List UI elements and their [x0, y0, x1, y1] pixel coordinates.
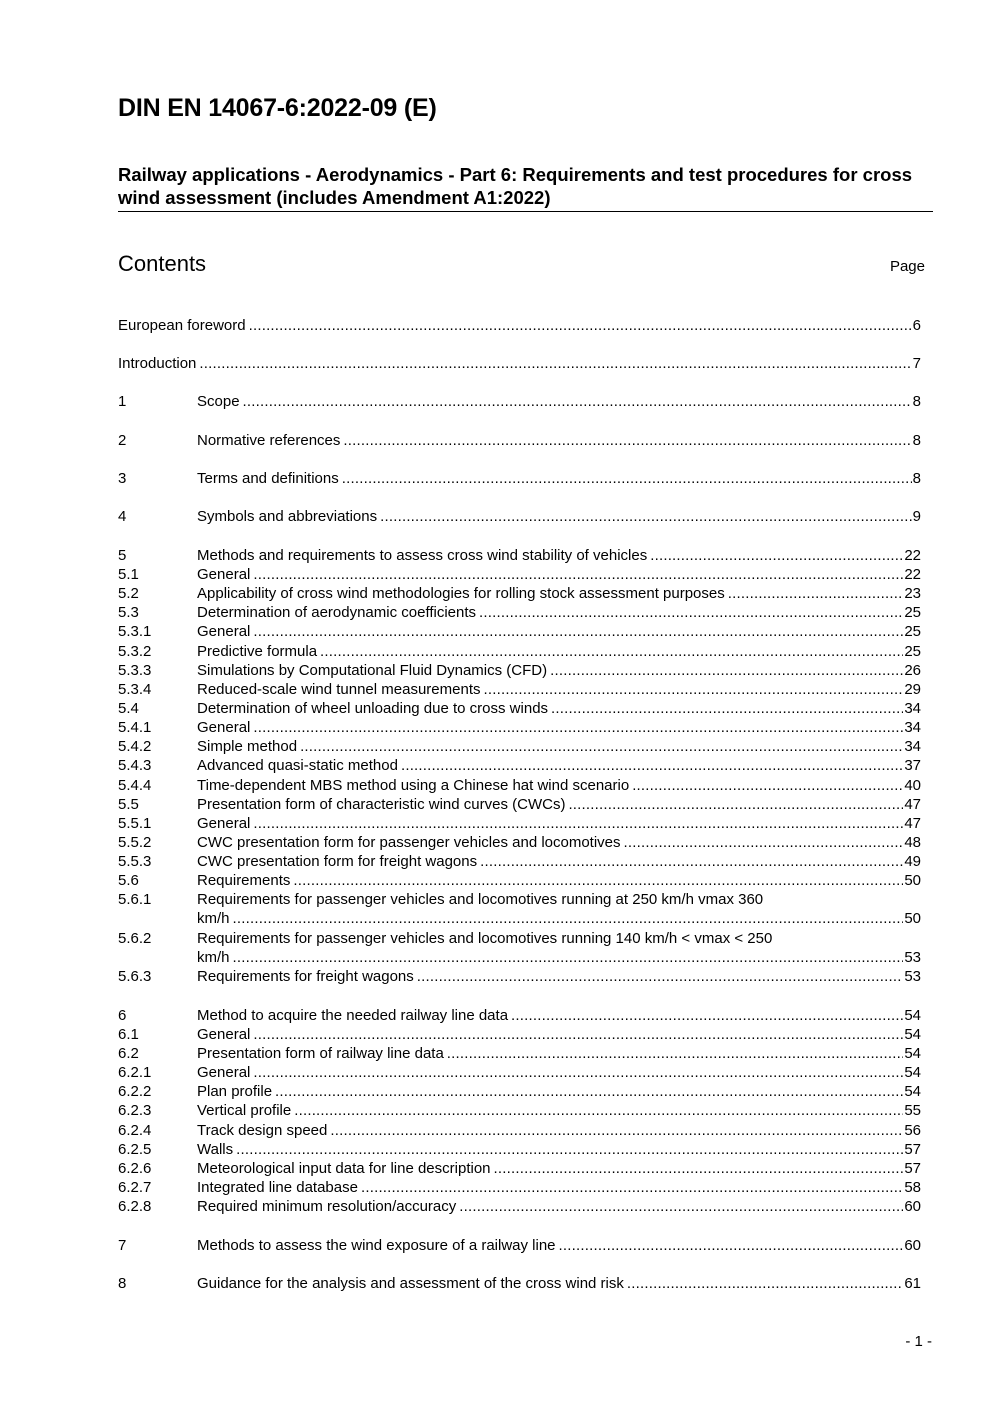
- toc-entry-title: Introduction: [118, 355, 197, 372]
- toc-entry-title: Simulations by Computational Fluid Dynamics (CFD): [197, 662, 548, 679]
- toc-entry-number: 5.3.2: [118, 643, 152, 660]
- page-column-label: Page: [889, 258, 925, 275]
- toc-entry[interactable]: [118, 967, 921, 986]
- toc-entry[interactable]: [118, 1236, 921, 1255]
- toc-entry-number: 5.4.4: [118, 777, 152, 794]
- toc-entry[interactable]: [118, 890, 921, 928]
- toc-entry-title: Presentation form of characteristic wind curves (CWCs): [197, 796, 566, 813]
- toc-entry-title: Guidance for the analysis and assessment of the cross wind risk: [197, 1275, 624, 1292]
- toc-entry[interactable]: [118, 699, 921, 718]
- toc-leader-dots: [447, 1044, 904, 1063]
- toc-entry-page: 49: [904, 853, 921, 870]
- toc-entry-title: CWC presentation form for passenger vehicles and locomotives: [197, 834, 621, 851]
- toc-entry-number: 6.2.7: [118, 1179, 152, 1196]
- toc-leader-dots: [511, 1006, 903, 1025]
- toc-entry-title: Vertical profile: [197, 1102, 292, 1119]
- toc-entry-title: Normative references: [197, 432, 341, 449]
- toc-entry-title: Meteorological input data for line description: [197, 1160, 491, 1177]
- toc-entry-page: 9: [912, 508, 921, 525]
- toc-entry-title: Methods to assess the wind exposure of a railway line: [197, 1237, 556, 1254]
- toc-entry[interactable]: [118, 1063, 921, 1082]
- toc-entry[interactable]: [118, 737, 921, 756]
- toc-leader-dots: [199, 354, 911, 373]
- toc-entry-number: 6.2.8: [118, 1198, 152, 1215]
- toc-entry-number: 6.2: [118, 1045, 139, 1062]
- toc-entry-number: 6: [118, 1007, 127, 1024]
- toc-entry-title: Determination of aerodynamic coefficients: [197, 604, 477, 621]
- toc-entry-page: 47: [904, 796, 921, 813]
- toc-entry-number: 5.5.1: [118, 815, 152, 832]
- toc-entry-number: 5.5: [118, 796, 139, 813]
- toc-entry[interactable]: [118, 1178, 921, 1197]
- toc-entry-number: 5.4.3: [118, 757, 152, 774]
- toc-entry-number: 6.2.2: [118, 1083, 152, 1100]
- toc-entry-number: 5.6.3: [118, 968, 152, 985]
- toc-entry-page: 57: [904, 1141, 921, 1158]
- toc-entry-page: 8: [912, 432, 921, 449]
- toc-entry-page: 25: [904, 604, 921, 621]
- toc-entry[interactable]: [118, 756, 921, 775]
- toc-entry[interactable]: [118, 1197, 921, 1216]
- toc-entry[interactable]: [118, 1044, 921, 1063]
- toc-entry-title: Walls: [197, 1141, 234, 1158]
- toc-entry-page: 53: [904, 968, 921, 985]
- toc-entry-page: 37: [904, 757, 921, 774]
- toc-entry-page: 34: [904, 700, 921, 717]
- toc-entry[interactable]: [118, 1025, 921, 1044]
- toc-entry-page: 8: [912, 470, 921, 487]
- toc-entry[interactable]: [118, 929, 921, 967]
- toc-entry[interactable]: [118, 680, 921, 699]
- toc-entry-page: 50: [904, 910, 921, 927]
- toc-entry-page: 8: [912, 393, 921, 410]
- toc-leader-dots: [253, 565, 903, 584]
- toc-entry[interactable]: [118, 1274, 921, 1293]
- toc-entry[interactable]: [118, 776, 921, 795]
- toc-entry-number: 5.4: [118, 700, 139, 717]
- toc-entry-title: km/h: [197, 949, 230, 966]
- toc-entry-page: 54: [904, 1026, 921, 1043]
- toc-leader-dots: [401, 756, 903, 775]
- toc-entry-page: 40: [904, 777, 921, 794]
- contents-heading: Contents: [118, 251, 207, 276]
- toc-entry-title: Requirements for freight wagons: [197, 968, 414, 985]
- toc-entry[interactable]: [118, 1121, 921, 1140]
- toc-entry[interactable]: [118, 1101, 921, 1120]
- toc-entry-page: 56: [904, 1122, 921, 1139]
- toc-entry-number: 5.5.2: [118, 834, 152, 851]
- toc-leader-dots: [551, 699, 903, 718]
- toc-entry-number: 3: [118, 470, 127, 487]
- toc-leader-dots: [417, 967, 904, 986]
- toc-entry-title-line1: Requirements for passenger vehicles and locomotives running at 250 km/h vmax 360: [197, 891, 764, 908]
- toc-leader-dots: [480, 852, 903, 871]
- toc-entry-title: km/h: [197, 910, 230, 927]
- toc-entry-title: Presentation form of railway line data: [197, 1045, 444, 1062]
- toc-entry-number: 7: [118, 1237, 127, 1254]
- toc-leader-dots: [483, 680, 903, 699]
- toc-entry[interactable]: [118, 584, 921, 603]
- toc-entry-number: 5.3.3: [118, 662, 152, 679]
- toc-entry-page: 25: [904, 643, 921, 660]
- toc-entry-page: 54: [904, 1045, 921, 1062]
- toc-leader-dots: [632, 776, 903, 795]
- toc-entry-page: 55: [904, 1102, 921, 1119]
- toc-leader-dots: [300, 737, 903, 756]
- toc-entry-title: Advanced quasi-static method: [197, 757, 398, 774]
- toc-entry-number: 5.3: [118, 604, 139, 621]
- toc-entry-number: 5.1: [118, 566, 139, 583]
- toc-entry-title: Terms and definitions: [197, 470, 339, 487]
- toc-leader-dots: [627, 1274, 903, 1293]
- toc-entry[interactable]: [118, 833, 921, 852]
- toc-entry-title: Predictive formula: [197, 643, 318, 660]
- toc-entry-page: 61: [904, 1275, 921, 1292]
- toc-entry-page: 22: [904, 547, 921, 564]
- toc-leader-dots: [380, 507, 912, 526]
- toc-entry-page: 34: [904, 738, 921, 755]
- toc-entry-title: Required minimum resolution/accuracy: [197, 1198, 457, 1215]
- toc-leader-dots: [361, 1178, 903, 1197]
- toc-entry[interactable]: [118, 795, 921, 814]
- toc-entry-page: 26: [904, 662, 921, 679]
- toc-entry[interactable]: [118, 1159, 921, 1178]
- toc-entry[interactable]: [118, 814, 921, 833]
- toc-entry-number: 4: [118, 508, 127, 525]
- toc-entry[interactable]: [118, 1082, 921, 1101]
- toc-entry-title: CWC presentation form for freight wagons: [197, 853, 478, 870]
- toc-entry-page: 58: [904, 1179, 921, 1196]
- toc-entry[interactable]: [118, 603, 921, 622]
- toc-entry-number: 1: [118, 393, 127, 410]
- toc-entry-title: Scope: [197, 393, 240, 410]
- toc-entry-page: 50: [904, 872, 921, 889]
- toc-entry-title: Reduced-scale wind tunnel measurements: [197, 681, 481, 698]
- toc-entry-number: 5.6.1: [118, 891, 152, 908]
- toc-entry-title: Method to acquire the needed railway line data: [197, 1007, 509, 1024]
- toc-entry-page: 48: [904, 834, 921, 851]
- toc-leader-dots: [568, 795, 903, 814]
- toc-leader-dots: [728, 584, 904, 603]
- toc-entry-number: 6.2.4: [118, 1122, 152, 1139]
- toc-entry-title: General: [197, 815, 251, 832]
- toc-entry[interactable]: [118, 852, 921, 871]
- toc-entry-number: 2: [118, 432, 127, 449]
- toc-leader-dots: [559, 1236, 904, 1255]
- toc-entry[interactable]: [118, 469, 921, 488]
- toc-leader-dots: [275, 1082, 903, 1101]
- toc-entry[interactable]: [118, 718, 921, 737]
- toc-leader-dots: [342, 469, 912, 488]
- toc-leader-dots: [293, 871, 903, 890]
- toc-entry-title: Determination of wheel unloading due to cross winds: [197, 700, 549, 717]
- toc-entry-page: 25: [904, 623, 921, 640]
- toc-entry-title: General: [197, 719, 251, 736]
- toc-entry-number: 6.2.1: [118, 1064, 152, 1081]
- toc-entry[interactable]: [118, 431, 921, 450]
- toc-entry-title: Symbols and abbreviations: [197, 508, 378, 525]
- toc-entry-number: 5.6: [118, 872, 139, 889]
- toc-entry-number: 5.3.4: [118, 681, 152, 698]
- toc-entry-page: 23: [904, 585, 921, 602]
- toc-entry-title: Integrated line database: [197, 1179, 358, 1196]
- toc-entry-number: 5.4.1: [118, 719, 152, 736]
- toc-entry-number: 6.2.5: [118, 1141, 152, 1158]
- toc-entry-number: 6.2.6: [118, 1160, 152, 1177]
- toc-entry-page: 6: [912, 317, 921, 334]
- toc-entry[interactable]: [118, 392, 921, 411]
- toc-leader-dots: [253, 1025, 903, 1044]
- toc-leader-dots: [343, 431, 911, 450]
- toc-entry-number: 6.1: [118, 1026, 139, 1043]
- toc-entry-page: 22: [904, 566, 921, 583]
- toc-entry[interactable]: [118, 546, 921, 565]
- toc-entry-title: General: [197, 1026, 251, 1043]
- toc-entry[interactable]: [118, 565, 921, 584]
- toc-leader-dots: [253, 622, 903, 641]
- toc-leader-dots: [253, 1063, 903, 1082]
- toc-entry[interactable]: [118, 1006, 921, 1025]
- toc-entry-page: 7: [912, 355, 921, 372]
- toc-entry-title: Requirements: [197, 872, 291, 889]
- toc-entry-number: 5: [118, 547, 127, 564]
- toc-leader-dots: [624, 833, 904, 852]
- toc-entry-title: European foreword: [118, 317, 246, 334]
- toc-entry-number: 6.2.3: [118, 1102, 152, 1119]
- toc-entry[interactable]: [118, 354, 921, 373]
- toc-entry-number: 5.5.3: [118, 853, 152, 870]
- toc-entry-title: Plan profile: [197, 1083, 273, 1100]
- toc-entry-number: 5.3.1: [118, 623, 152, 640]
- toc-entry-title: General: [197, 1064, 251, 1081]
- toc-leader-dots: [550, 661, 903, 680]
- toc-entry-title: Simple method: [197, 738, 298, 755]
- toc-entry[interactable]: [118, 1140, 921, 1159]
- document-id: DIN EN 14067-6:2022-09 (E): [118, 94, 437, 122]
- toc-leader-dots: [243, 392, 912, 411]
- document-title: Railway applications - Aerodynamics - Part 6: Requirements and test procedures for cross wind assessment (includes Amendment A1:2022): [118, 163, 933, 212]
- toc-entry-title: General: [197, 623, 251, 640]
- toc-entry-number: 5.6.2: [118, 930, 152, 947]
- toc-entry[interactable]: [118, 622, 921, 641]
- toc-entry[interactable]: [118, 871, 921, 890]
- toc-entry-page: 54: [904, 1007, 921, 1024]
- toc-entry[interactable]: [118, 642, 921, 661]
- toc-leader-dots: [236, 1140, 903, 1159]
- toc-entry-page: 47: [904, 815, 921, 832]
- toc-entry-page: 60: [904, 1198, 921, 1215]
- toc-entry-page: 53: [904, 949, 921, 966]
- toc-entry-title: Applicability of cross wind methodologies for rolling stock assessment purposes: [197, 585, 725, 602]
- toc-leader-dots: [479, 603, 903, 622]
- toc-entry-page: 57: [904, 1160, 921, 1177]
- toc-leader-dots: [459, 1197, 903, 1216]
- toc-leader-dots: [330, 1121, 903, 1140]
- toc-entry[interactable]: [118, 316, 921, 335]
- toc-entry-title: Time-dependent MBS method using a Chinese hat wind scenario: [197, 777, 630, 794]
- toc-leader-dots: [233, 948, 904, 967]
- toc-leader-dots: [233, 909, 904, 928]
- footer-page-number: - 1 -: [905, 1333, 932, 1350]
- toc-leader-dots: [294, 1101, 903, 1120]
- toc-entry-number: 5.2: [118, 585, 139, 602]
- toc-leader-dots: [494, 1159, 904, 1178]
- toc-entry-page: 34: [904, 719, 921, 736]
- toc-entry-title: Track design speed: [197, 1122, 328, 1139]
- toc-entry-number: 8: [118, 1275, 127, 1292]
- toc-entry-title: General: [197, 566, 251, 583]
- toc-entry-page: 60: [904, 1237, 921, 1254]
- toc-leader-dots: [249, 316, 912, 335]
- toc-leader-dots: [253, 718, 903, 737]
- toc-leader-dots: [320, 642, 903, 661]
- toc-entry[interactable]: [118, 507, 921, 526]
- toc-entry-page: 29: [904, 681, 921, 698]
- toc-entry-page: 54: [904, 1064, 921, 1081]
- toc-leader-dots: [253, 814, 903, 833]
- toc-entry[interactable]: [118, 661, 921, 680]
- toc-entry-page: 54: [904, 1083, 921, 1100]
- toc-leader-dots: [650, 546, 903, 565]
- toc-entry-title: Methods and requirements to assess cross wind stability of vehicles: [197, 547, 648, 564]
- toc-entry-number: 5.4.2: [118, 738, 152, 755]
- toc-entry-title-line1: Requirements for passenger vehicles and locomotives running 140 km/h < vmax < 250: [197, 930, 773, 947]
